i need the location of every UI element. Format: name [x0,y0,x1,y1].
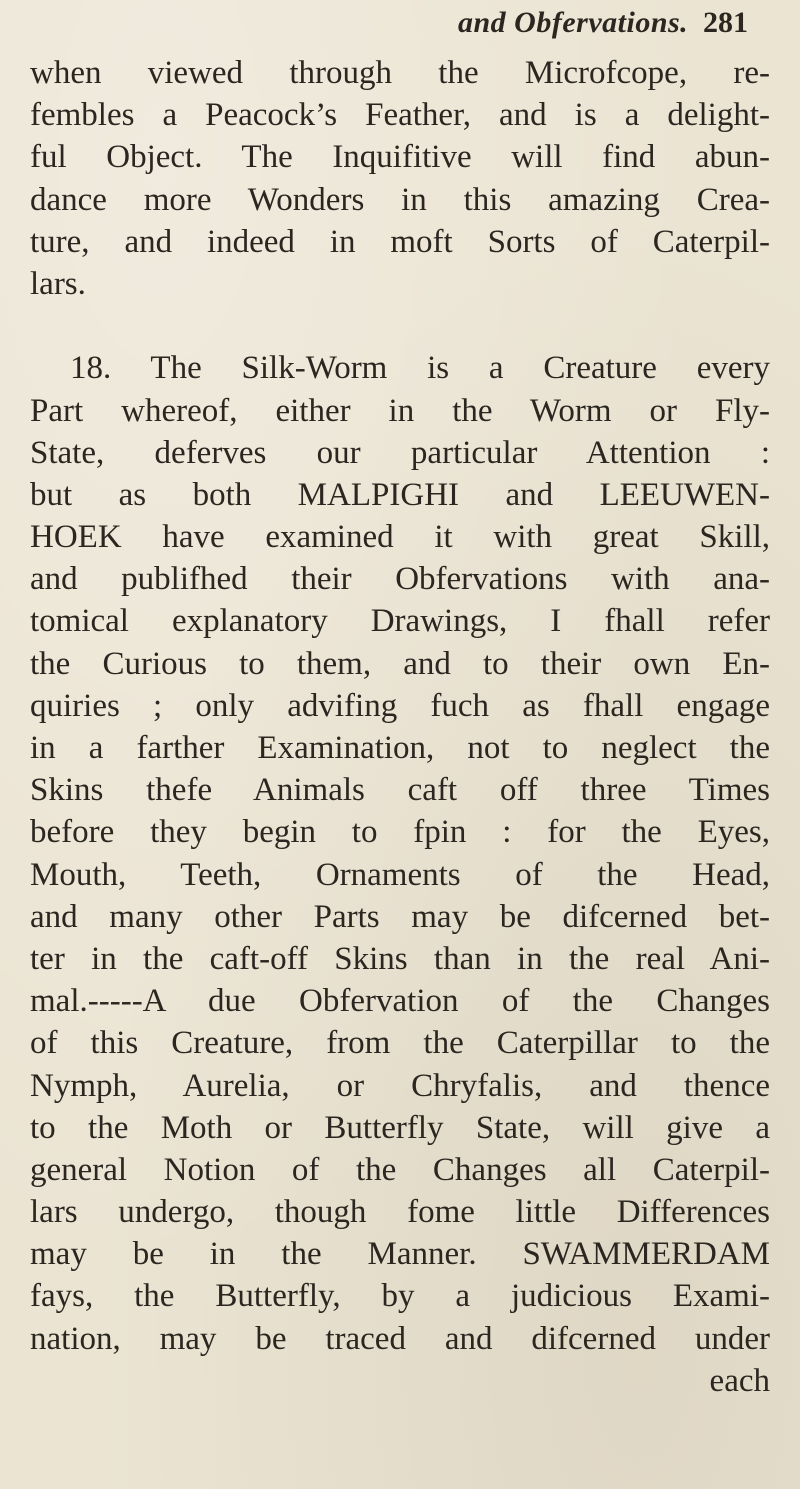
text-line: ful Object. The Inquifitive will find abun- [30,139,770,176]
page-header [128,6,748,46]
running-head: and Obfervations. [458,6,689,39]
text-line: general Notion of the Changes all Caterpil- [30,1151,770,1188]
text-line: before they begin to fpin : for the Eyes, [30,814,770,851]
catchword: each [709,1362,770,1399]
text-line: tomical explanatory Drawings, I fhall refer [30,603,770,640]
paragraph-start-line: 18. The Silk-Worm is a Creature every [70,350,770,387]
text-line: of this Creature, from the Caterpillar to the [30,1025,770,1062]
text-line: quiries ; only advifing fuch as fhall engage [30,687,770,724]
paragraph-break [30,305,770,347]
page-number: 281 [703,6,748,39]
text-line: dance more Wonders in this amazing Crea- [30,181,770,218]
text-line: the Curious to them, and to their own En- [30,645,770,682]
text-line: and publifhed their Obfervations with ana- [30,561,770,598]
text-line: ture, and indeed in moft Sorts of Caterpil- [30,223,770,260]
text-line: to the Moth or Butterfly State, will give a [30,1109,770,1146]
text-line: when viewed through the Microfcope, re- [30,55,770,91]
text-line: but as both MALPIGHI and LEEUWEN- [30,476,770,513]
text-line: Mouth, Teeth, Ornaments of the Head, [30,856,770,893]
text-line: may be in the Manner. SWAMMERDAM [30,1236,770,1273]
text-line: State, deferves our particular Attention : [30,434,770,471]
text-line: HOEK have examined it with great Skill, [30,519,770,556]
text-line: Part whereof, either in the Worm or Fly- [30,392,770,429]
text-line: in a farther Examination, not to neglect the [30,730,770,766]
text-line: fays, the Butterfly, by a judicious Exami- [30,1278,770,1315]
text-line: Nymph, Aurelia, or Chryfalis, and thence [30,1067,770,1104]
text-line: nation, may be traced and difcerned under [30,1320,770,1357]
text-line: lars undergo, though fome little Differences [30,1194,770,1231]
text-line: ter in the caft-off Skins than in the real Ani- [30,940,770,977]
text-line: and many other Parts may be difcerned bet- [30,898,770,935]
text-line: fembles a Peacock’s Feather, and is a delight- [30,97,770,134]
body-text [30,52,770,1402]
text-line: mal.-----A due Obfervation of the Changes [30,983,770,1020]
text-line: lars. [30,265,86,302]
text-line: Skins thefe Animals caft off three Times [30,772,770,809]
